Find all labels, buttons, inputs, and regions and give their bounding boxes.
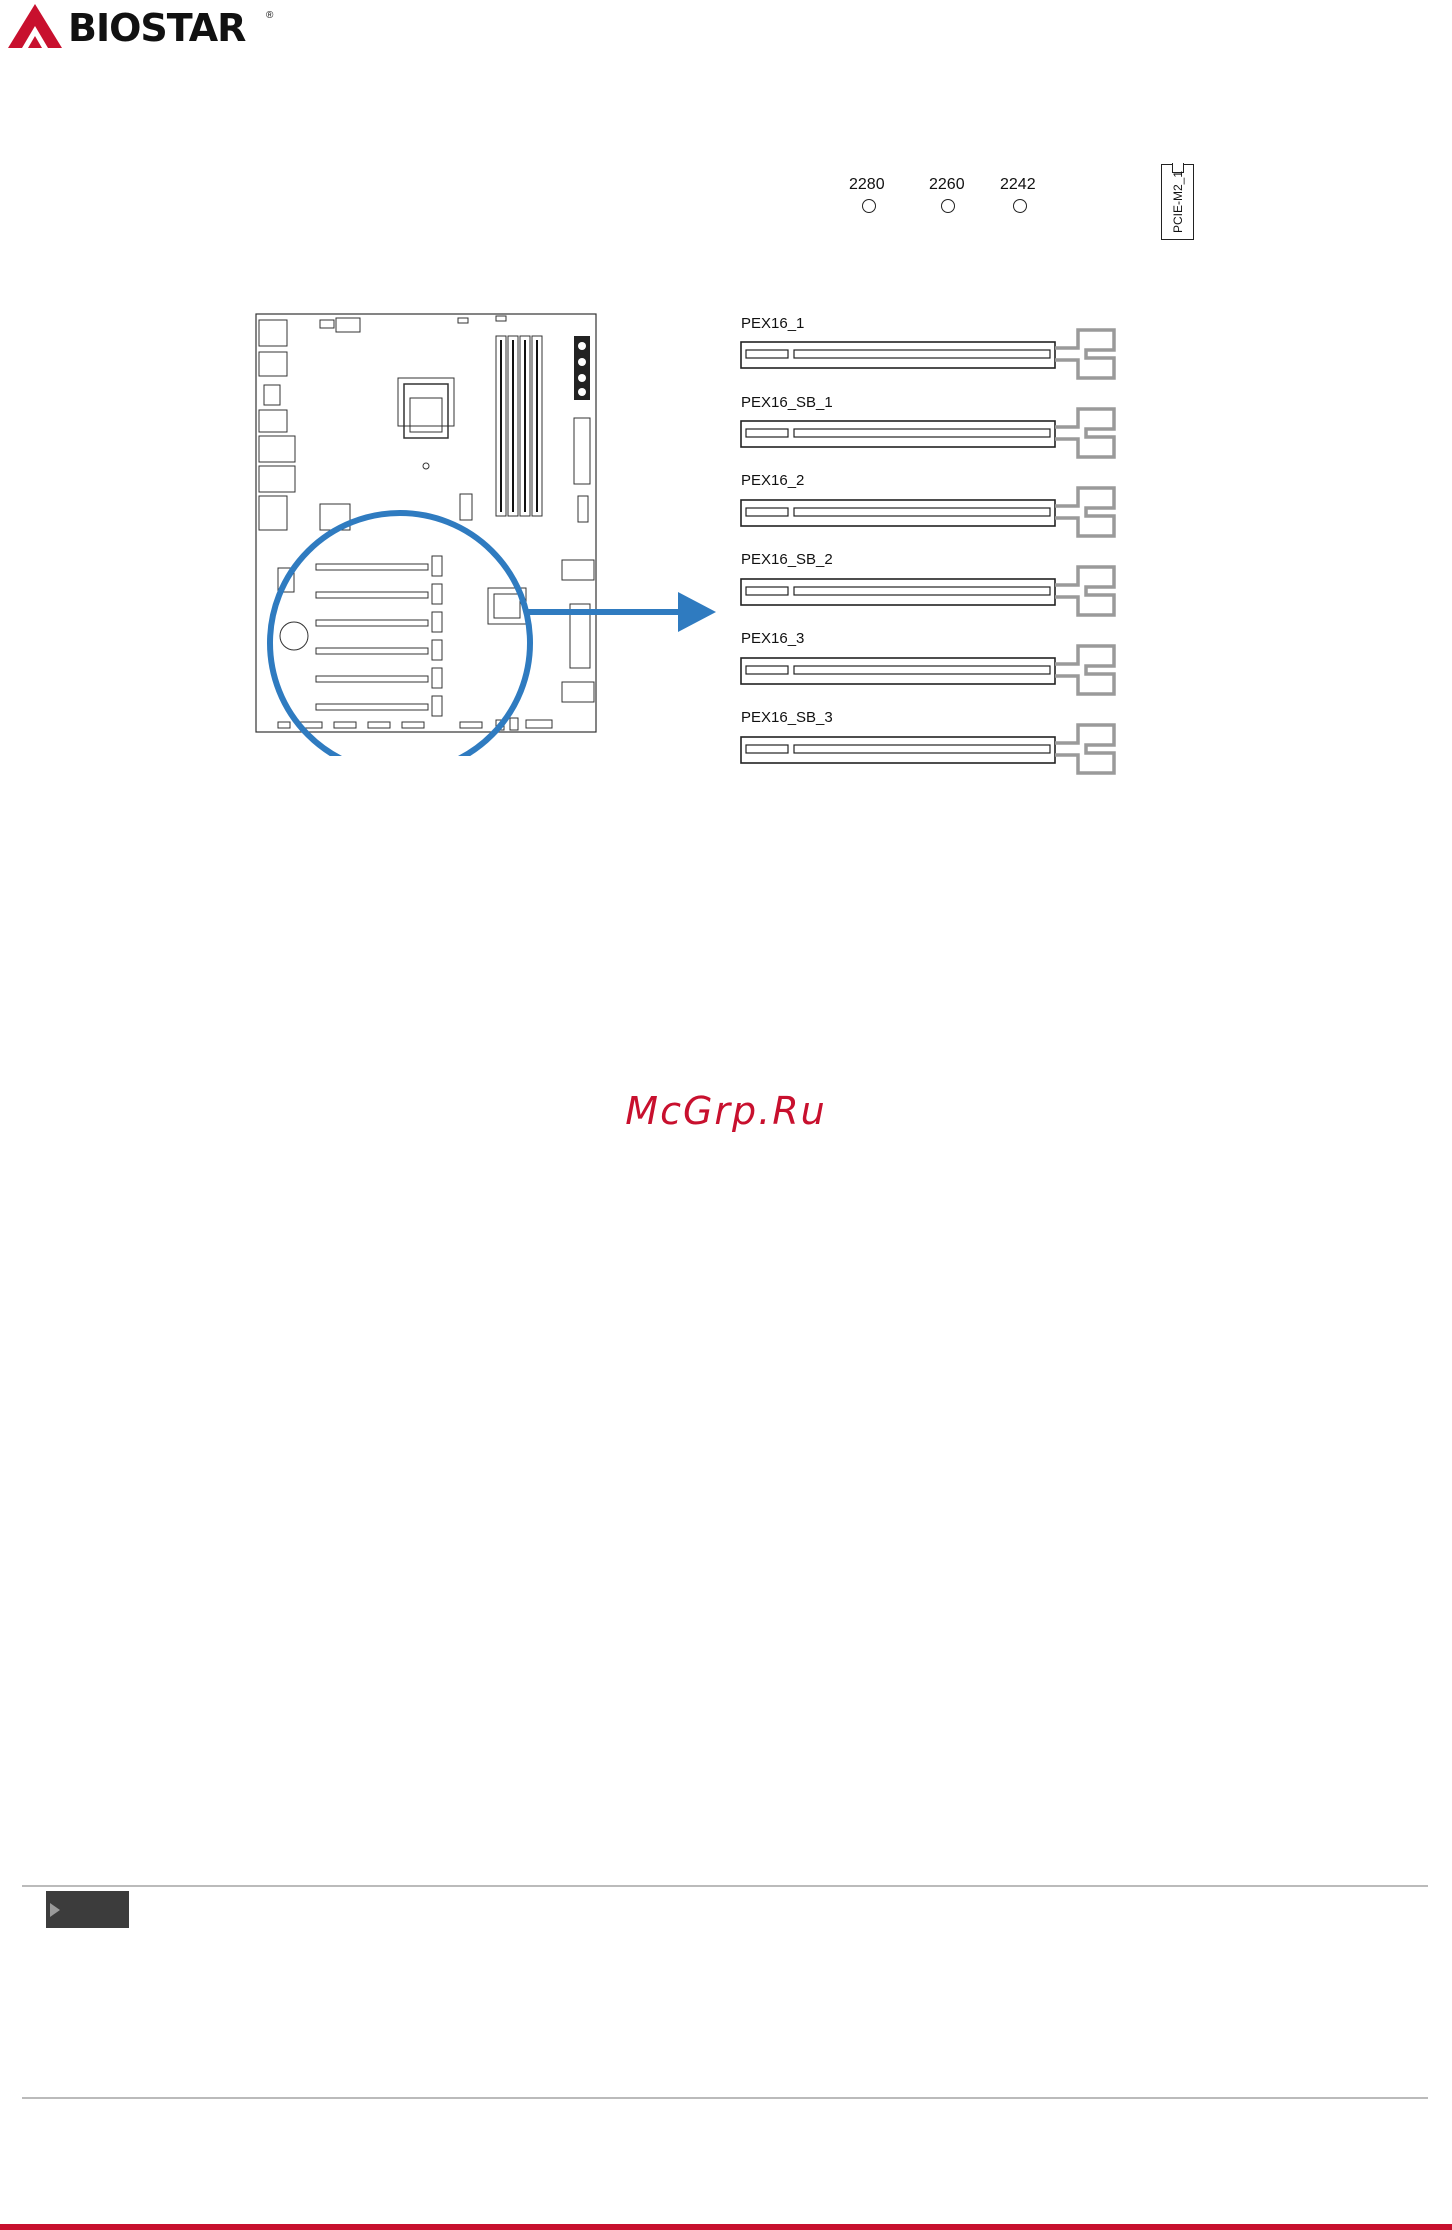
pcie-slot-pex16-sb-2 [741,567,1114,615]
motherboard-diagram [250,306,610,756]
m2-size-label: 2260 [929,176,965,193]
pcie-slot-pex16-sb-3 [741,725,1114,773]
brand-name: BIOSTAR [68,6,246,50]
note-tab [46,1891,129,1928]
m2-slot [1161,164,1194,240]
slot-label-pex16-1: PEX16_1 [741,315,805,332]
footer-bar [0,2224,1452,2230]
slot-label-pex16-sb-1: PEX16_SB_1 [741,394,833,411]
note-top-rule [22,1885,1428,1887]
pcie-slot-pex16-3 [741,646,1114,694]
watermark: McGrp.Ru [625,1089,827,1133]
m2-slot-label: PCIE-M2_1 [1170,170,1185,234]
note-bottom-rule [22,2097,1428,2099]
m2-size-label: 2242 [1000,176,1036,193]
biostar-logo [4,0,274,56]
m2-size-label: 2280 [849,176,885,193]
m2-standoff-hole [1013,199,1027,213]
slot-label-pex16-2: PEX16_2 [741,472,805,489]
pcie-slot-pex16-sb-1 [741,409,1114,457]
m2-standoff-hole [941,199,955,213]
registered-mark: ® [266,10,274,21]
slot-label-pex16-sb-3: PEX16_SB_3 [741,709,833,726]
pcie-slot-pex16-2 [741,488,1114,536]
slot-label-pex16-3: PEX16_3 [741,630,805,647]
m2-standoff-hole [862,199,876,213]
highlight-arrow [520,590,720,640]
pcie-slot-detail-diagram [736,320,1126,790]
slot-label-pex16-sb-2: PEX16_SB_2 [741,551,833,568]
pcie-slot-pex16-1 [741,330,1114,378]
note-arrow-icon [50,1903,60,1917]
biostar-logo-mark-icon [4,0,66,52]
